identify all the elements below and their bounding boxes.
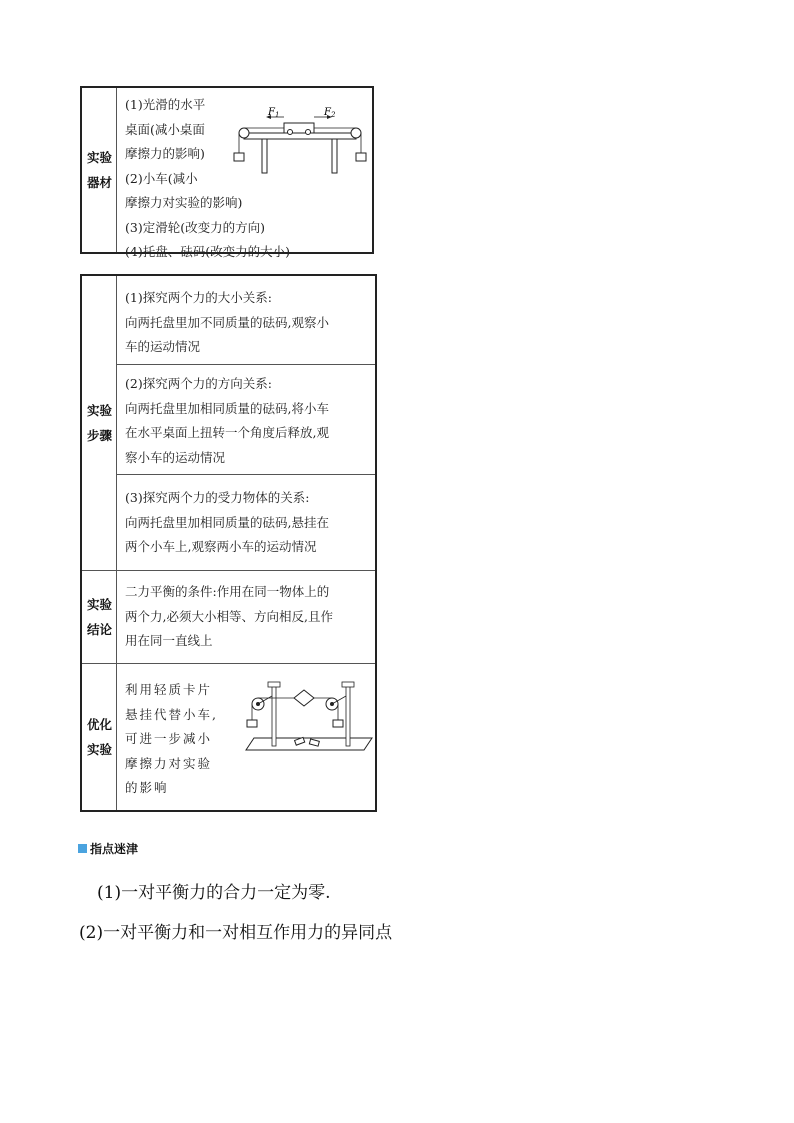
f2-label: $F_2$: [324, 107, 336, 119]
f1-label: $F_1$: [268, 107, 280, 119]
conclusion-header: 实验 结论: [86, 596, 112, 637]
step-2-text: (2)探究两个力的方向关系: 向两托盘里加相同质量的砝码,将小车 在水平桌面上扭转一个角度后释放,观 察小车的运动情况: [125, 376, 329, 465]
row-divider: [117, 474, 375, 475]
card-apparatus-figure: [240, 674, 376, 758]
row-divider: [82, 663, 375, 664]
row-divider: [82, 570, 375, 571]
optimization-text: 利用轻质卡片 悬挂代替小车, 可进一步减小 摩擦力对实验 的影响: [125, 682, 218, 795]
conclusion-text: 二力平衡的条件:作用在同一物体上的 两个力,必须大小相等、方向相反,且作 用在同一直线上: [125, 584, 333, 648]
procedure-table: [80, 274, 377, 812]
equipment-table: [80, 86, 374, 259]
tip-title: 指点迷津: [78, 840, 138, 857]
steps-header: 实验 步骤: [86, 403, 112, 443]
step-1-text: (1)探究两个力的大小关系: 向两托盘里加不同质量的砝码,观察小 车的运动情况: [125, 290, 329, 354]
step-3-text: (3)探究两个力的受力物体的关系: 向两托盘里加相同质量的砝码,悬挂在 两个小车上,观察两小车的运动情况: [125, 490, 329, 554]
optimization-header: 优化 实验: [86, 716, 112, 757]
equipment-text: (1)光滑的水平 桌面(减小桌面 摩擦力的影响) (2)小车(减小 摩擦力对实验的影响) (3)定滑轮(改变力的方向) (4)托盘、砝码(改变力的大小): [125, 97, 290, 259]
tip-marker-icon: [78, 844, 87, 853]
row-divider: [117, 364, 375, 365]
body-line-2: (2)一对平衡力和一对相互作用力的异同点: [79, 923, 393, 943]
cart-table-figure: [232, 106, 372, 180]
body-line-1: (1)一对平衡力的合力一定为零.: [97, 883, 331, 903]
equipment-header: 实验 器材: [86, 150, 112, 190]
